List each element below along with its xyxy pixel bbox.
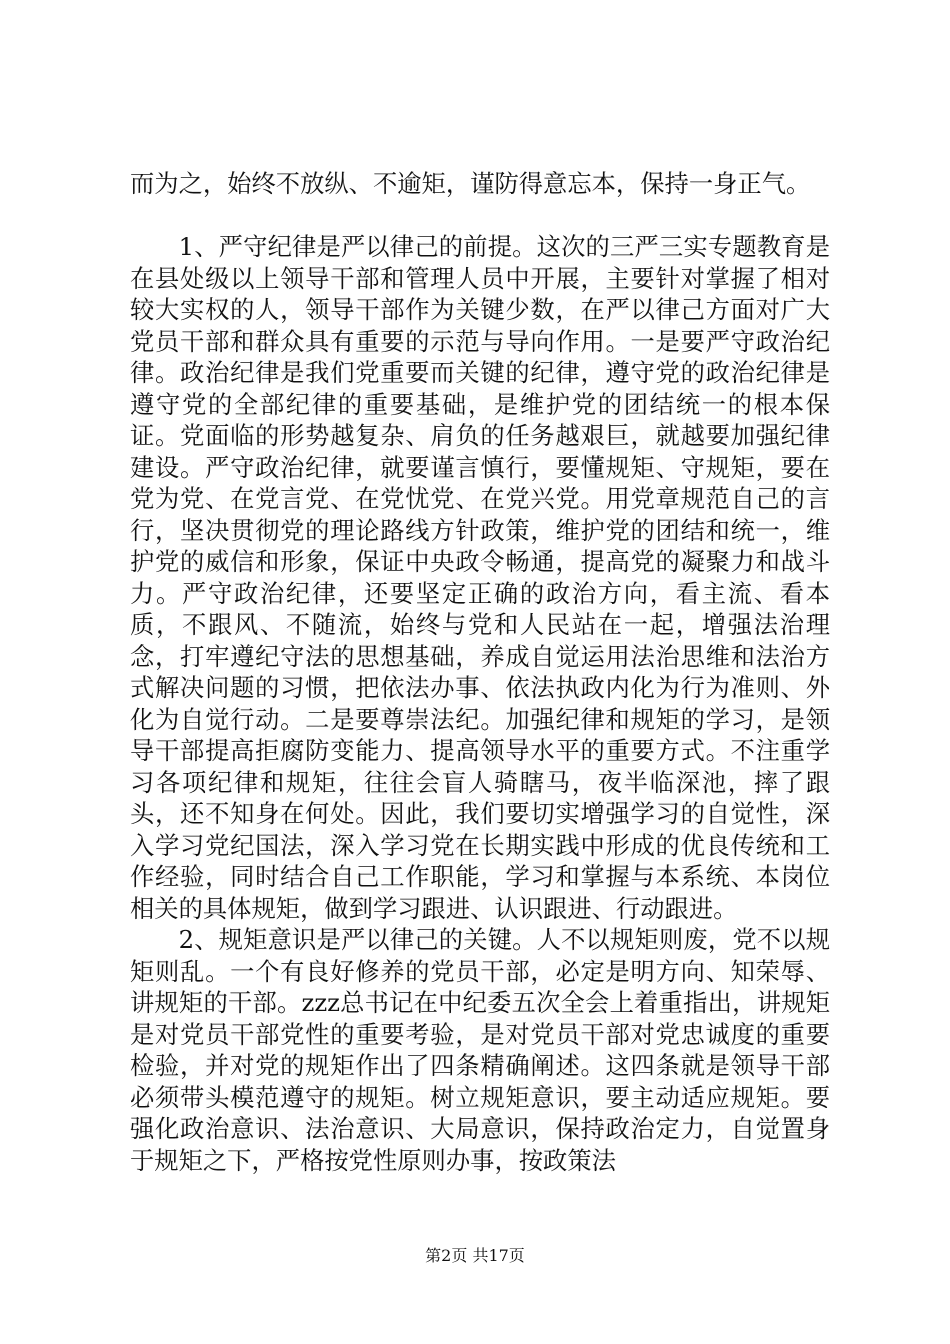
paragraph-discipline: 1、严守纪律是严以律己的前提。这次的三严三实专题教育是在县处级以上领导干部和管理人员中开展，主要针对掌握了相对较大实权的人，领导干部作为关键少数，在严以律己方面对广大党员干部和群众具有重要的示范与导向作用。一是要严守政治纪律。政治纪律是我们党重要而关键的纪律，遵守党的政治纪律是遵守党的全部纪律的重要基础，是维护党的团结统一的根本保证。党面临的形势越复杂、肩负的任务越艰巨，就越要加强纪律建设。严守政治纪律，就要谨言慎行，要懂规矩、守规矩，要在党为党、在党言党、在党忧党、在党兴党。用党章规范自己的言行，坚决贯彻党的理论路线方针政策，维护党的团结和统一，维护党的威信和形象，保证中央政令畅通，提高党的凝聚力和战斗力。严守政治纪律，还要坚定正确的政治方向，看主流、看本质，不跟风、不随流，始终与党和人民站在一起，增强法治理念，打牢遵纪守法的思想基础，养成自觉运用法治思维和法治方式解决问题的习惯，把依法办事、依法执政内化为行为准则、外化为自觉行动。二是要尊崇法纪。加强纪律和规矩的学习，是领导干部提高拒腐防变能力、提高领导水平的重要方式。不注重学习各项纪律和规矩，往往会盲人骑瞎马，夜半临深池，摔了跟头，还不知身在何处。因此，我们要切实增强学习的自觉性，深入学习党纪国法，深入学习党在长期实践中形成的优良传统和工作经验，同时结合自己工作职能，学习和掌握与本系统、本岗位相关的具体规矩，做到学习跟进、认识跟进、行动跟进。: [130, 232, 830, 923]
paragraph-continuation: 而为之，始终不放纵、不逾矩，谨防得意忘本，保持一身正气。: [130, 169, 811, 198]
page-number-footer: 第2页 共17页: [425, 1246, 525, 1265]
document-body: [130, 168, 830, 1176]
paragraph-rules-awareness: 2、规矩意识是严以律己的关键。人不以规矩则废，党不以规矩则乱。一个有良好修养的党员干部，必定是明方向、知荣辱、讲规矩的干部。zzz总书记在中纪委五次全会上着重指出，讲规矩是对党员干部党性的重要考验，是对党员干部对党忠诚度的重要检验，并对党的规矩作出了四条精确阐述。这四条就是领导干部必须带头模范遵守的规矩。树立规矩意识，要主动适应规矩。要强化政治意识、法治意识、大局意识，保持政治定力，自觉置身于规矩之下，严格按党性原则办事，按政策法: [130, 925, 830, 1175]
